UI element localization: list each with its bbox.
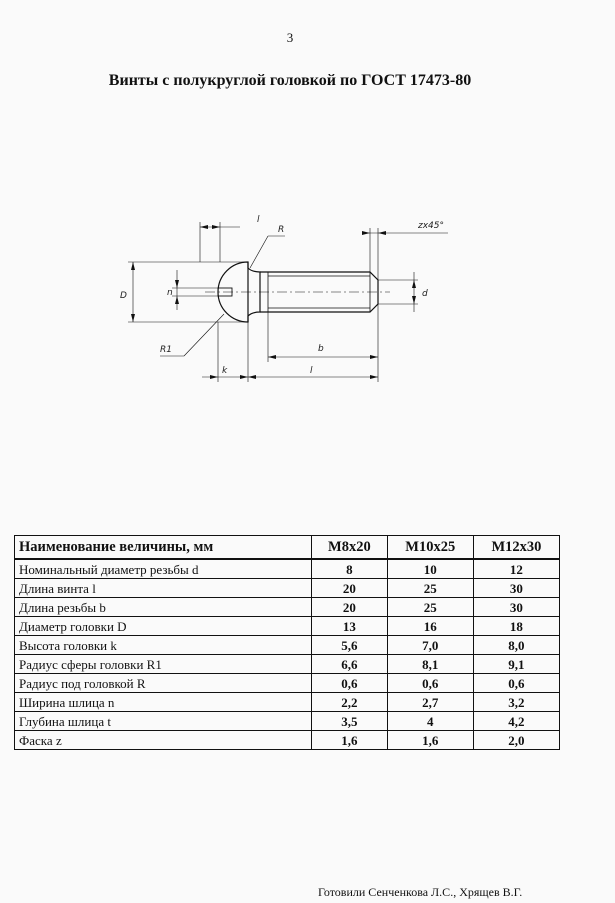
parameter-value: 1,6 — [312, 731, 388, 750]
parameter-value: 0,6 — [473, 674, 559, 693]
parameter-name: Высота головки k — [15, 636, 312, 655]
parameter-value: 20 — [312, 579, 388, 598]
column-header: Наименование величины, мм — [15, 536, 312, 560]
parameter-value: 13 — [312, 617, 388, 636]
parameter-value: 6,6 — [312, 655, 388, 674]
parameter-name: Ширина шлица n — [15, 693, 312, 712]
table-row — [15, 655, 560, 674]
parameter-value: 16 — [387, 617, 473, 636]
parameter-name: Радиус под головкой R — [15, 674, 312, 693]
table-row — [15, 598, 560, 617]
parameter-value: 30 — [473, 598, 559, 617]
parameter-value: 4 — [387, 712, 473, 731]
table-row — [15, 693, 560, 712]
table-row — [15, 731, 560, 750]
table-header-row — [15, 536, 560, 560]
label-D: D — [120, 291, 127, 301]
parameter-name: Длина винта l — [15, 579, 312, 598]
table-row — [15, 674, 560, 693]
parameter-value: 5,6 — [312, 636, 388, 655]
parameter-value: 4,2 — [473, 712, 559, 731]
parameter-name: Номинальный диаметр резьбы d — [15, 559, 312, 579]
screw-drawing — [100, 200, 460, 385]
column-header: M8x20 — [312, 536, 388, 560]
label-n: n — [167, 288, 173, 298]
label-d: d — [422, 289, 428, 299]
table-row — [15, 579, 560, 598]
label-k: k — [222, 366, 228, 376]
label-R: R — [278, 225, 285, 235]
parameter-name: Длина резьбы b — [15, 598, 312, 617]
parameter-value: 0,6 — [312, 674, 388, 693]
parameter-value: 2,2 — [312, 693, 388, 712]
table-row — [15, 636, 560, 655]
parameter-name: Фаска z — [15, 731, 312, 750]
table-body — [15, 559, 560, 750]
label-R1: R1 — [160, 345, 172, 355]
parameter-value: 2,7 — [387, 693, 473, 712]
page-number: 3 — [286, 30, 294, 45]
column-header: M10x25 — [387, 536, 473, 560]
parameter-value: 8,0 — [473, 636, 559, 655]
screw-spec-table — [14, 535, 560, 750]
parameter-value: 10 — [387, 559, 473, 579]
label-l-bottom: l — [310, 366, 313, 376]
parameter-value: 8 — [312, 559, 388, 579]
label-b: b — [318, 344, 324, 354]
table-row — [15, 617, 560, 636]
parameter-value: 8,1 — [387, 655, 473, 674]
parameter-name: Глубина шлица t — [15, 712, 312, 731]
parameter-name: Радиус сферы головки R1 — [15, 655, 312, 674]
parameter-value: 18 — [473, 617, 559, 636]
authors: Готовили Сенченкова Л.С., Хрящев В.Г. — [318, 885, 523, 899]
table-row — [15, 559, 560, 579]
parameter-value: 25 — [387, 579, 473, 598]
page-title: Винты с полукруглой головкой по ГОСТ 17473-80 — [108, 72, 472, 89]
parameter-value: 1,6 — [387, 731, 473, 750]
parameter-value: 30 — [473, 579, 559, 598]
parameter-value: 12 — [473, 559, 559, 579]
parameter-value: 25 — [387, 598, 473, 617]
parameter-value: 2,0 — [473, 731, 559, 750]
parameter-value: 3,5 — [312, 712, 388, 731]
parameter-value: 3,2 — [473, 693, 559, 712]
table-row — [15, 712, 560, 731]
parameter-value: 0,6 — [387, 674, 473, 693]
column-header: M12x30 — [473, 536, 559, 560]
label-l-top: l — [257, 215, 260, 225]
label-chamfer: zx45° — [418, 221, 445, 231]
parameter-value: 20 — [312, 598, 388, 617]
parameter-name: Диаметр головки D — [15, 617, 312, 636]
parameter-value: 7,0 — [387, 636, 473, 655]
parameter-value: 9,1 — [473, 655, 559, 674]
